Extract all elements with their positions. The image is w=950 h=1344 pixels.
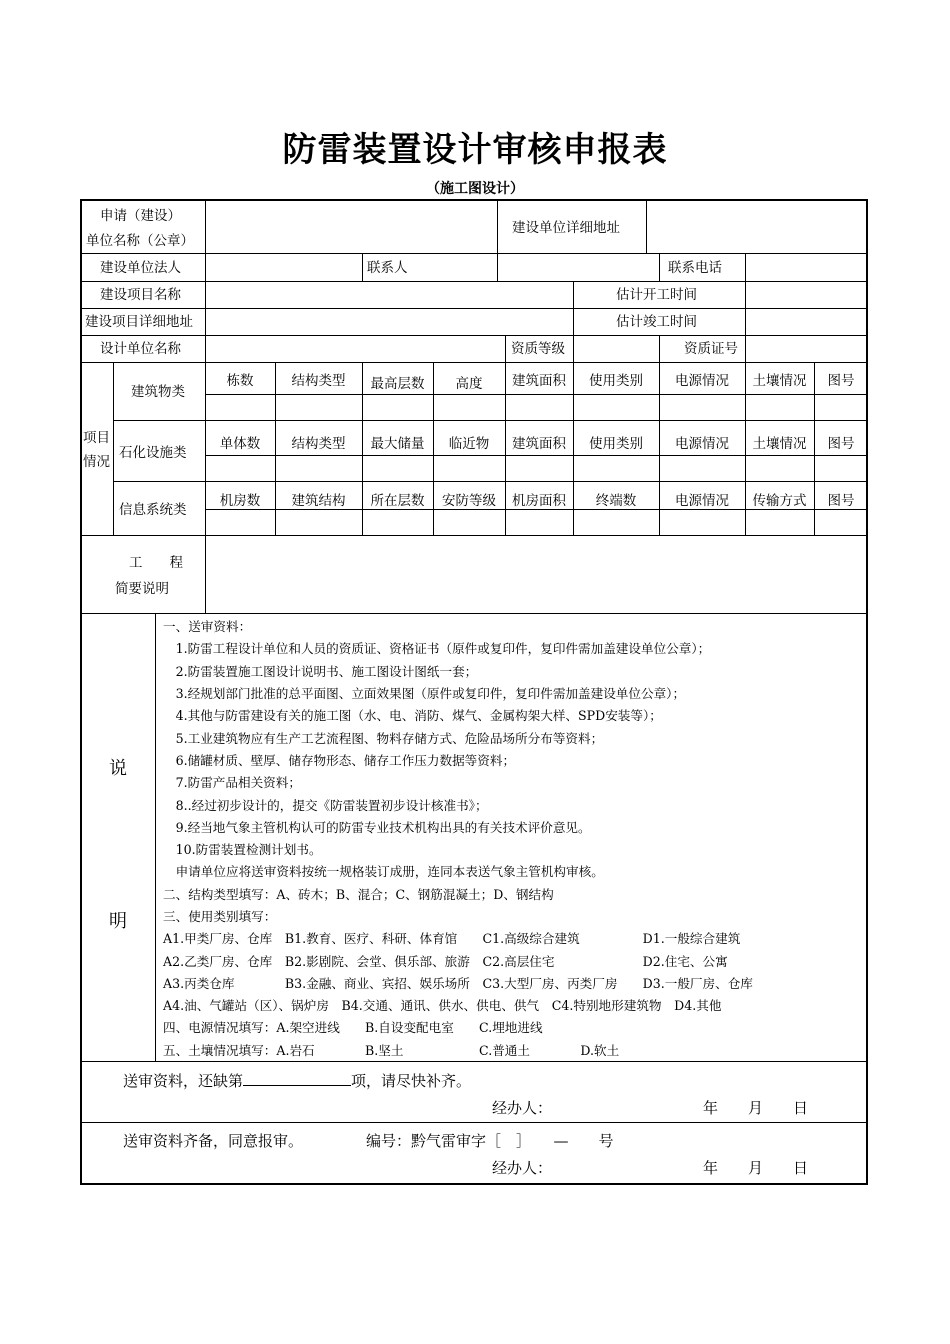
note-line: 5.工业建筑物应有生产工艺流程图、物料存储方式、危险品场所分布等资料； bbox=[163, 731, 604, 746]
legal-rep-field[interactable] bbox=[207, 255, 360, 279]
approval-date: 年 月 日 bbox=[703, 1159, 809, 1177]
building-header: 土壤情况 bbox=[752, 373, 807, 389]
applicant-name-field[interactable] bbox=[207, 203, 495, 251]
building-header: 结构类型 bbox=[291, 373, 346, 389]
info-header: 机房数 bbox=[219, 493, 261, 509]
project-name-field[interactable] bbox=[207, 283, 571, 306]
design-unit-field[interactable] bbox=[207, 337, 503, 360]
note-line: A2.乙类厂房、仓库 B2.影剧院、会堂、俱乐部、旅游 C2.高层住宅 D2.住宅、公寓 bbox=[163, 954, 728, 969]
petro-header: 结构类型 bbox=[291, 436, 346, 452]
note-line: 三、使用类别填写： bbox=[163, 909, 277, 924]
contact-label: 联系人 bbox=[367, 260, 408, 276]
note-line: A1.甲类厂房、仓库 B1.教育、医疗、科研、体育馆 C1.高级综合建筑 D1.一般综合建筑 bbox=[163, 931, 741, 946]
finish-time-label: 估计竣工时间 bbox=[616, 314, 697, 330]
info-header: 终端数 bbox=[595, 493, 637, 509]
info-header: 安防等级 bbox=[442, 493, 496, 509]
qual-cert-label: 资质证号 bbox=[684, 341, 738, 357]
petro-header: 最大储量 bbox=[370, 436, 425, 452]
project-label-line2: 情况 bbox=[83, 454, 110, 470]
finish-time-field[interactable] bbox=[747, 310, 866, 333]
note-line: 9.经当地气象主管机构认可的防雷专业技术机构出具的有关技术评价意见。 bbox=[163, 820, 591, 835]
note-line: 二、结构类型填写：A、砖木；B、混合；C、钢筋混凝土；D、钢结构 bbox=[163, 887, 554, 902]
approval-code: 编号：黔气雷审字［ ］ — 号 bbox=[366, 1132, 614, 1150]
approval-text: 送审资料齐备，同意报审。 bbox=[123, 1132, 304, 1150]
info-header: 图号 bbox=[827, 493, 855, 509]
petro-header: 电源情况 bbox=[675, 436, 729, 452]
petro-header: 建筑面积 bbox=[512, 436, 566, 452]
info-header: 建筑结构 bbox=[291, 493, 346, 509]
info-header: 传输方式 bbox=[752, 493, 807, 509]
building-header: 栋数 bbox=[226, 373, 254, 389]
note-line: 7.防雷产品相关资料； bbox=[163, 775, 301, 790]
notes-side-label-1: 说 bbox=[109, 758, 127, 779]
contact-field[interactable] bbox=[499, 255, 657, 279]
info-header: 电源情况 bbox=[675, 493, 729, 509]
design-unit-label: 设计单位名称 bbox=[100, 341, 181, 357]
missing-item-blank[interactable] bbox=[243, 1071, 351, 1086]
note-line: A3.丙类仓库 B3.金融、商业、宾招、娱乐场所 C3.大型厂房、丙类厂房 D3.一般厂房、仓库 bbox=[163, 976, 753, 991]
qual-level-label: 资质等级 bbox=[511, 341, 565, 357]
note-line: 8..经过初步设计的，提交《防雷装置初步设计核准书》； bbox=[163, 798, 488, 813]
applicant-label-line1: 申请（建设） bbox=[100, 208, 181, 224]
applicant-label-line2: 单位名称（公章） bbox=[86, 233, 194, 249]
form-subtitle: （施工图设计） bbox=[426, 181, 524, 197]
project-address-label: 建设项目详细地址 bbox=[85, 314, 193, 330]
petro-header: 图号 bbox=[827, 436, 855, 452]
note-line: 五、土壤情况填写：A.岩石 B.坚土 C.普通土 D.软土 bbox=[163, 1043, 620, 1058]
missing-text-pre: 送审资料，还缺第 bbox=[123, 1072, 244, 1090]
missing-handler-label: 经办人： bbox=[492, 1099, 553, 1117]
info-header: 机房面积 bbox=[512, 493, 566, 509]
note-line: 1.防雷工程设计单位和人员的资质证、资格证书（原件或复印件，复印件需加盖建设单位公章）； bbox=[163, 641, 711, 656]
project-name-label: 建设项目名称 bbox=[100, 287, 181, 303]
missing-text-post: 项，请尽快补齐。 bbox=[351, 1072, 472, 1090]
note-line: 申请单位应将送审资料按统一规格装订成册，连同本表送气象主管机构审核。 bbox=[163, 864, 604, 879]
note-line: 6.储罐材质、壁厚、储存物形态、储存工作压力数据等资料； bbox=[163, 753, 516, 768]
note-line: 一、送审资料： bbox=[163, 619, 252, 634]
legal-rep-label: 建设单位法人 bbox=[100, 260, 181, 276]
address-label: 建设单位详细地址 bbox=[512, 220, 620, 236]
info-header: 所在层数 bbox=[370, 493, 425, 509]
note-line: 3.经规划部门批准的总平面图、立面效果图（原件或复印件，复印件需加盖建设单位公章）； bbox=[163, 686, 686, 701]
petro-header: 使用类别 bbox=[589, 436, 643, 452]
building-header: 电源情况 bbox=[675, 373, 729, 389]
note-line: 10.防雷装置检测计划书。 bbox=[163, 842, 322, 857]
petro-header: 单体数 bbox=[219, 436, 261, 452]
note-line: 2.防雷装置施工图设计说明书、施工图设计图纸一套； bbox=[163, 664, 478, 679]
missing-notice bbox=[123, 1070, 471, 1091]
phone-field[interactable] bbox=[747, 255, 866, 279]
petro-header: 土壤情况 bbox=[752, 436, 807, 452]
building-header: 建筑面积 bbox=[512, 373, 566, 389]
note-line: 四、电源情况填写：A.架空进线 B.自设变配电室 C.埋地进线 bbox=[163, 1020, 543, 1035]
building-header: 使用类别 bbox=[589, 373, 643, 389]
petro-header: 临近物 bbox=[448, 436, 490, 452]
start-time-label: 估计开工时间 bbox=[616, 287, 697, 303]
building-header: 最高层数 bbox=[370, 376, 425, 392]
building-header: 高度 bbox=[455, 376, 483, 392]
building-category-label: 建筑物类 bbox=[131, 384, 185, 400]
petro-category-label: 石化设施类 bbox=[119, 445, 187, 461]
address-field[interactable] bbox=[648, 203, 866, 251]
brief-label-line2: 简要说明 bbox=[115, 581, 169, 597]
info-category-label: 信息系统类 bbox=[119, 502, 187, 518]
building-header: 图号 bbox=[827, 373, 855, 389]
form-title: 防雷装置设计审核申报表 bbox=[282, 130, 668, 170]
project-label-line1: 项目 bbox=[83, 430, 110, 446]
phone-label: 联系电话 bbox=[668, 260, 722, 276]
notes-side-label-2: 明 bbox=[109, 911, 127, 932]
approval-handler-label: 经办人： bbox=[492, 1159, 553, 1177]
start-time-field[interactable] bbox=[747, 283, 866, 306]
project-address-field[interactable] bbox=[207, 310, 571, 333]
missing-date: 年 月 日 bbox=[703, 1099, 809, 1117]
brief-label-line1: 工 程 bbox=[129, 555, 183, 571]
note-line: 4.其他与防雷建设有关的施工图（水、电、消防、煤气、金属构架大样、SPD安装等）； bbox=[163, 708, 662, 723]
brief-field[interactable] bbox=[207, 537, 866, 611]
note-line: A4.油、气罐站（区）、锅炉房 B4.交通、通讯、供水、供电、供气 C4.特别地形建筑物 D4.其他 bbox=[163, 998, 722, 1013]
